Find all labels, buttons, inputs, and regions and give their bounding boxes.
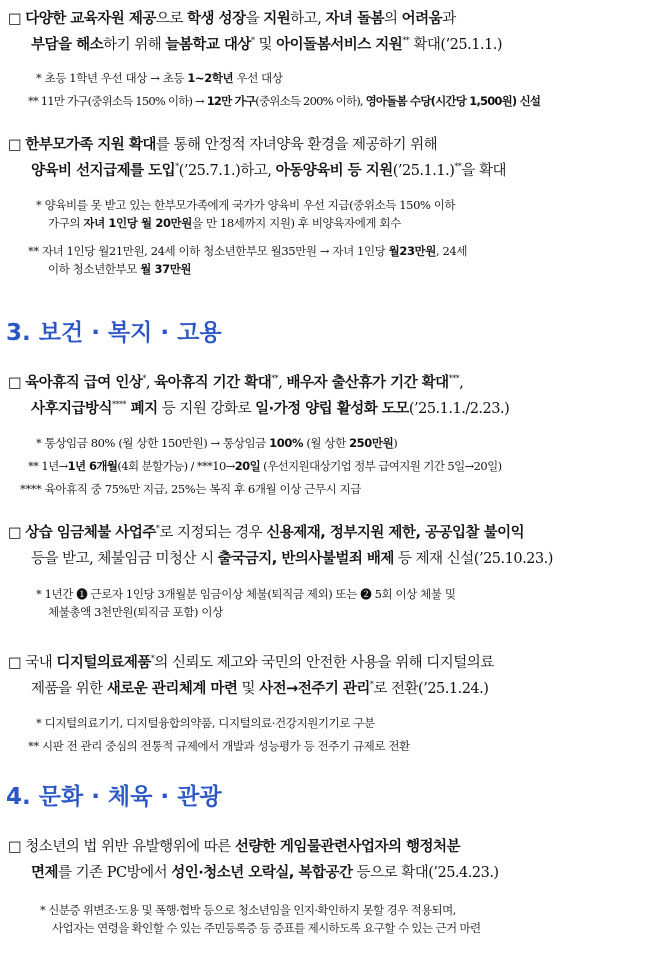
bullet-childcare-education: □ 다양한 교육자원 제공으로 학생 성장을 지원하고, 자녀 돌봄의 어려움과 부담을 해소하기 위해 늘봄학교 대상* 및 아이돌봄서비스 지원** 확대(’25.1.1.) xyxy=(8,11,503,53)
footnote: ** 자녀 1인당 월21만원, 24세 이하 청소년한부모 월35만원 → 자녀 1인당 월23만원, 24세 이하 청소년한부모 월 37만원 xyxy=(28,244,468,276)
bullet-parental-leave: □ 육아휴직 급여 인상*, 육아휴직 기간 확대**, 배우자 출산휴가 기간 확대***, 사후지급방식**** 폐지 등 지원 강화로 일·가정 양립 활성화 도모(’25.1.1./2.23.) xyxy=(8,374,510,417)
footnote: * 통상임금 80% (월 상한 150만원) → 통상임금 100% (월 상한 250만원) xyxy=(36,436,398,450)
bullet-wage-arrears: □ 상습 임금체불 사업주*로 지정되는 경우 신용제재, 정부지원 제한, 공공입찰 불이익 등을 받고, 체불임금 미청산 시 출국금지, 반의사불벌죄 배제 등 제재 신설(’25.10.23.) xyxy=(8,524,553,567)
checkbox-square-icon: □ xyxy=(8,137,22,153)
section-heading-health-welfare: 3. 보건 · 복지 · 고용 xyxy=(6,320,222,346)
footnote: ** 1년→1년 6개월(4회 분할가능) / ***10→20일 (우선지원대상기업 정부 급여지원 기간 5일→20일) xyxy=(28,459,502,473)
checkbox-square-icon: □ xyxy=(8,839,22,855)
footnote: ** 시판 전 관리 중심의 전통적 규제에서 개발과 성능평가 등 전주기 규제로 전환 xyxy=(28,739,410,753)
section-heading-culture-sports: 4. 문화 · 체육 · 관광 xyxy=(6,784,222,810)
footnote: ** 11만 가구(중위소득 150% 이하) → 12만 가구(중위소득 200% 이하), 영아돌봄 수당(시간당 1,500원) 신설 xyxy=(28,94,541,108)
checkbox-square-icon: □ xyxy=(8,375,22,391)
footnote: * 디지털의료기기, 디지털융합의약품, 디지털의료·건강지원기기로 구분 xyxy=(36,716,375,730)
footnote: * 신분증 위변조·도용 및 폭행·협박 등으로 청소년임을 인지·확인하지 못할 경우 적용되며, 사업자는 연령을 확인할 수 있는 주민등록증 등 증표를 제시하도록 요구할 수 있는 근거 마련 xyxy=(40,903,481,935)
footnote: * 양육비를 못 받고 있는 한부모가족에게 국가가 양육비 우선 지급(중위소득 150% 이하 가구의 자녀 1인당 월 20만원을 만 18세까지 지원) 후 비양육자에게 회수 xyxy=(36,198,456,230)
checkbox-square-icon: □ xyxy=(8,655,22,671)
checkbox-square-icon: □ xyxy=(8,11,22,27)
checkbox-square-icon: □ xyxy=(8,525,22,541)
footnote: * 초등 1학년 우선 대상 → 초등 1~2학년 우선 대상 xyxy=(36,71,283,85)
footnote: * 1년간 ❶ 근로자 1인당 3개월분 임금이상 체불(퇴직금 제외) 또는 ❷ 5회 이상 체불 및 체불총액 3천만원(퇴직금 포함) 이상 xyxy=(36,587,456,619)
footnote: **** 육아휴직 중 75%만 지급, 25%는 복직 후 6개월 이상 근무시 지급 xyxy=(20,482,361,496)
bullet-digital-medical: □ 국내 디지털의료제품*의 신뢰도 제고와 국민의 안전한 사용을 위해 디지털의료 제품을 위한 새로운 관리체계 마련 및 사전→전주기 관리*로 전환(’25.1.24.) xyxy=(8,654,494,697)
bullet-game-business: □ 청소년의 법 위반 유발행위에 따른 선량한 게임물관련사업자의 행정처분 면제를 기존 PC방에서 성인·청소년 오락실, 복합공간 등으로 확대(’25.4.23.) xyxy=(8,839,499,881)
bullet-single-parent: □ 한부모가족 지원 확대를 통해 안정적 자녀양육 환경을 제공하기 위해 양육비 선지급제를 도입*(’25.7.1.)하고, 아동양육비 등 지원(’25.1.1.)**을 확대 xyxy=(8,137,507,179)
